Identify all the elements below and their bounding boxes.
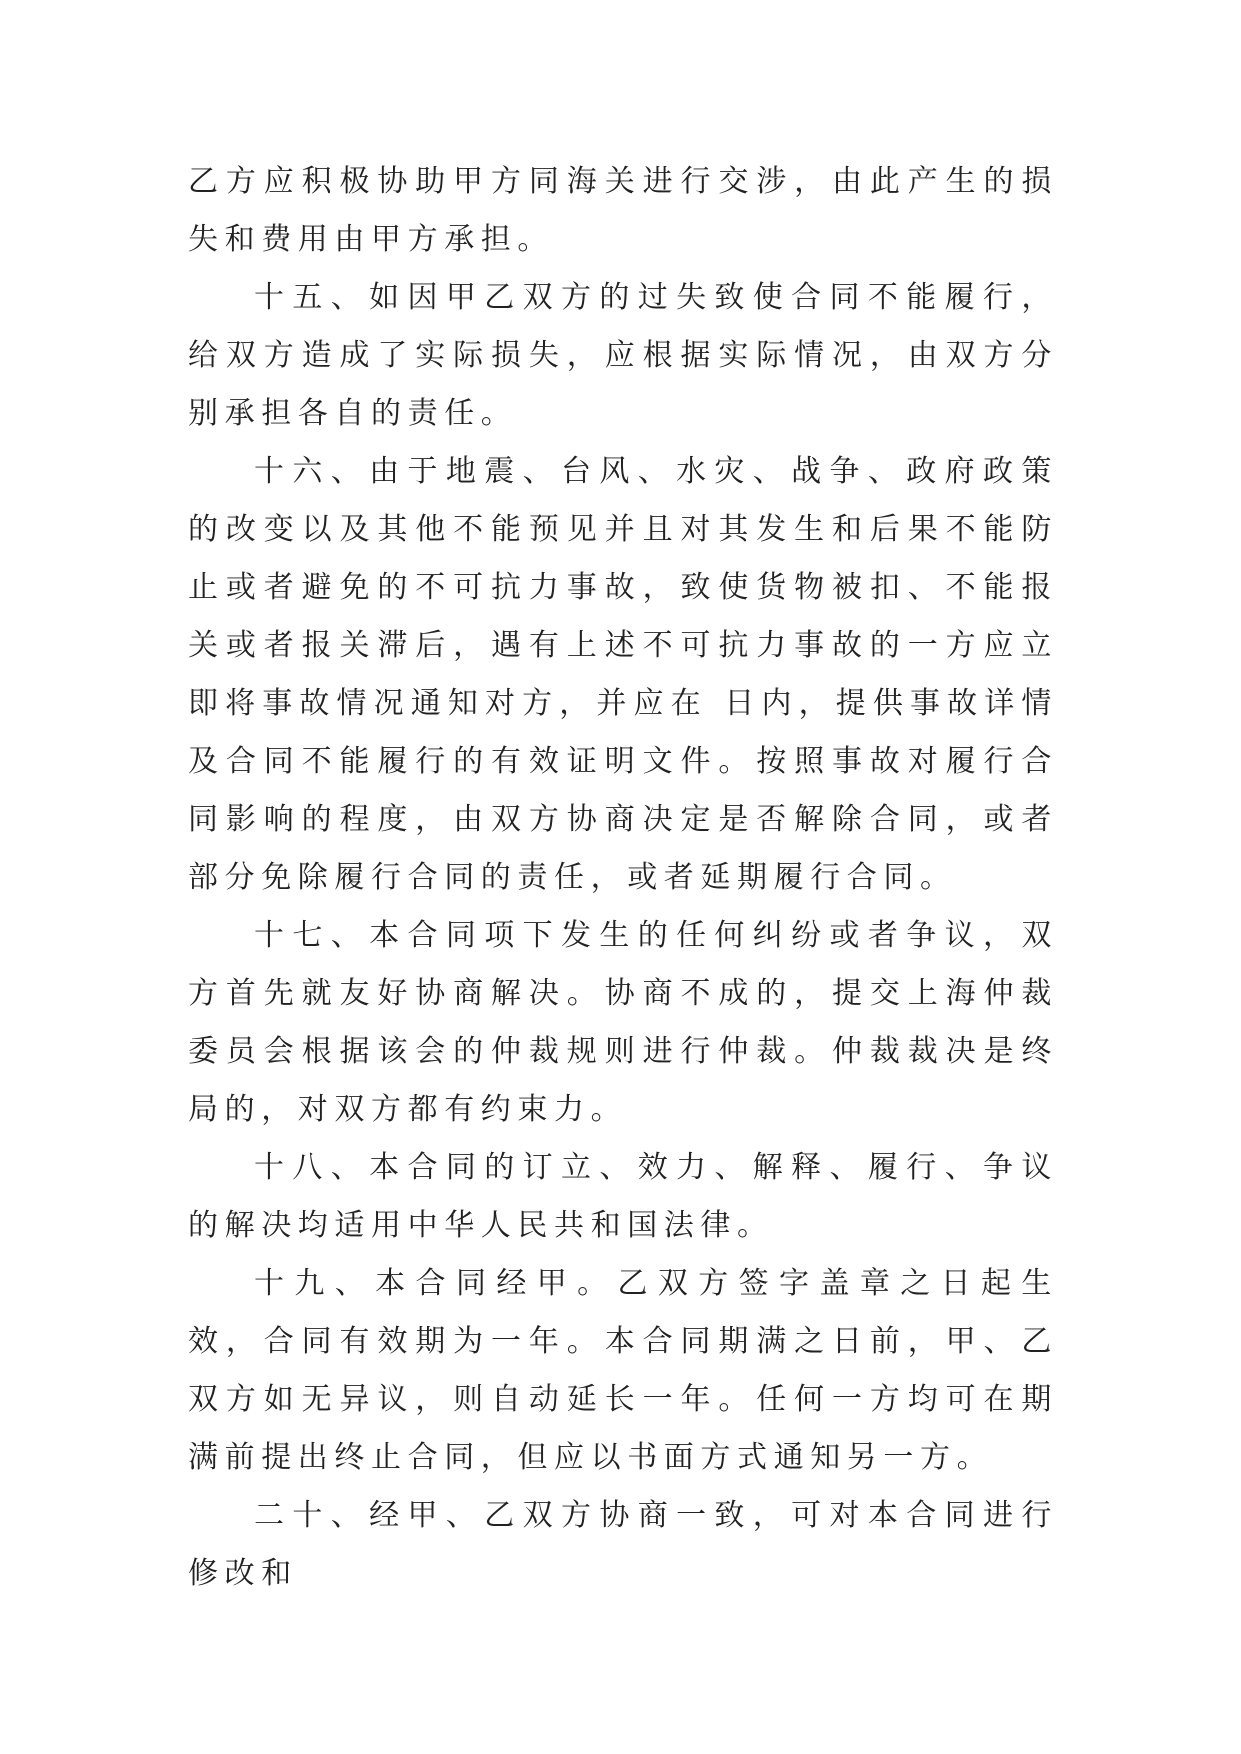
paragraph-clause-18: 十八、本合同的订立、效力、解释、履行、争议的解决均适用中华人民共和国法律。 — [188, 1150, 1058, 1243]
paragraph-continuation: 乙方应积极协助甲方同海关进行交涉，由此产生的损失和费用由甲方承担。 — [188, 164, 1058, 257]
paragraph-clause-16: 十六、由于地震、台风、水灾、战争、政府政策的改变以及其他不能预见并且对其发生和后果不能防止或者避免的不可抗力事故，致使货物被扣、不能报关或者报关滞后，遇有上述不可抗力事故的一方应立即将事故情况通知对方，并应在 日内，提供事故详情及合同不能履行的有效证明文件。按照事故对履行合同影响的程度，由双方协商决定是否解除合同，或者部分免除履行合同的责任，或者延期履行合同。 — [188, 454, 1058, 895]
paragraph-clause-17: 十七、本合同项下发生的任何纠纷或者争议，双方首先就友好协商解决。协商不成的，提交上海仲裁委员会根据该会的仲裁规则进行仲裁。仲裁裁决是终局的，对双方都有约束力。 — [188, 918, 1058, 1127]
paragraph-clause-19: 十九、本合同经甲。乙双方签字盖章之日起生效，合同有效期为一年。本合同期满之日前，甲、乙双方如无异议，则自动延长一年。任何一方均可在期满前提出终止合同，但应以书面方式通知另一方。 — [188, 1266, 1058, 1475]
document-body — [188, 153, 1058, 1603]
paragraph-clause-20: 二十、经甲、乙双方协商一致，可对本合同进行修改和 — [188, 1498, 1058, 1591]
paragraph-clause-15: 十五、如因甲乙双方的过失致使合同不能履行，给双方造成了实际损失，应根据实际情况，由双方分别承担各自的责任。 — [188, 280, 1058, 431]
